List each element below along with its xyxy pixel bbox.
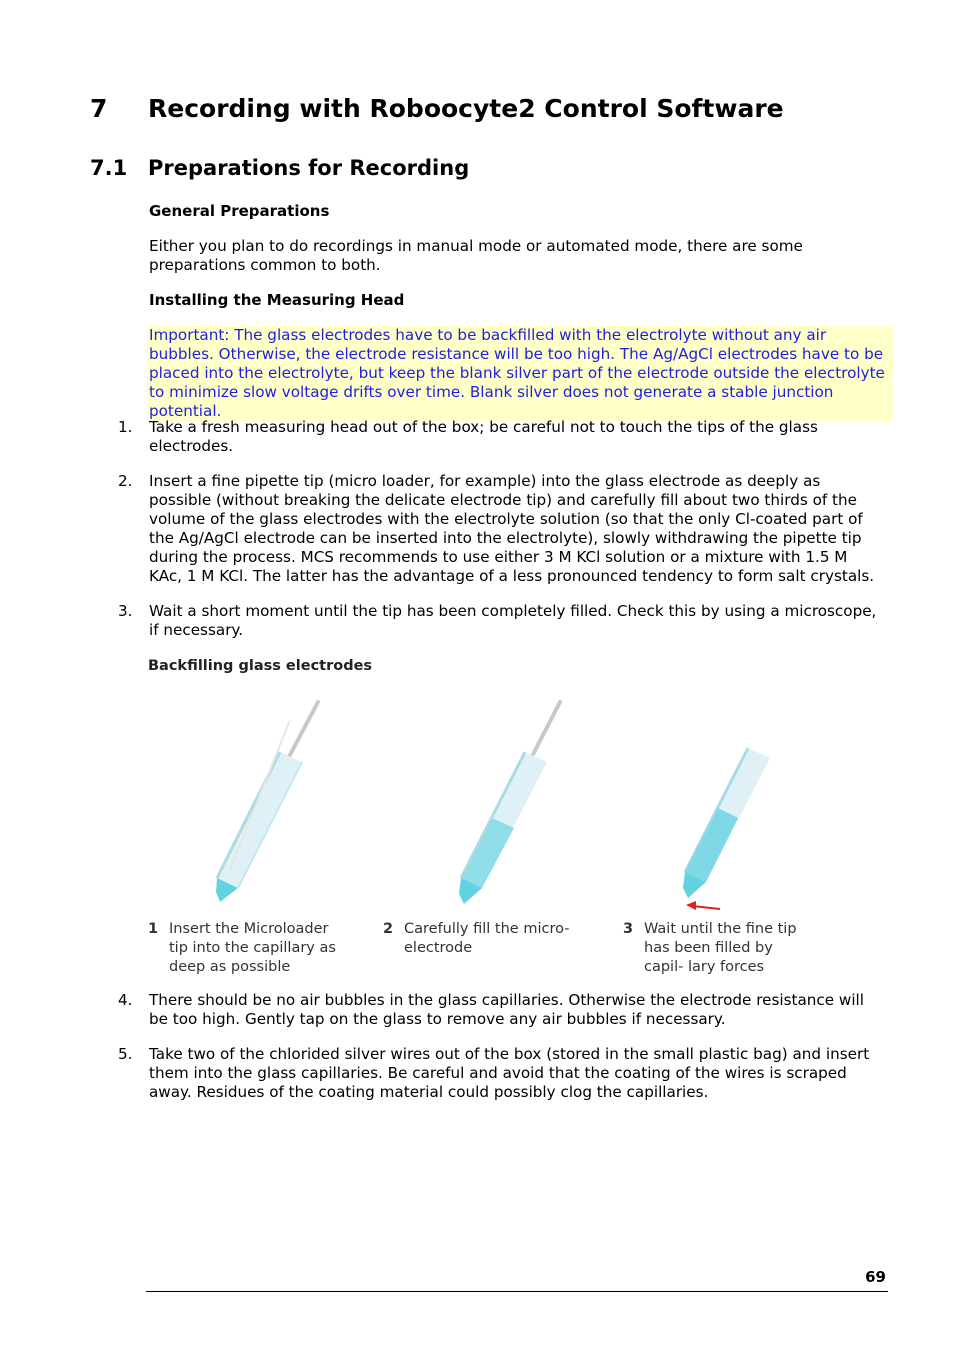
chapter-number: 7 [90,94,108,123]
figure-title: Backfilling glass electrodes [148,658,373,674]
step-number: 5. [118,1045,133,1063]
step-text: Wait a short moment until the tip has been completely filled. Check this by using a microscope, if necessary. [149,602,877,639]
caption-text: Carefully fill the micro- electrode [404,921,570,956]
caption-number: 3 [623,921,634,937]
step-number: 2. [118,472,133,490]
step-text: Insert a fine pipette tip (micro loader, for example) into the glass electrode as deeply as possible (without breaking the delicate electrode tip) and carefully fill about two thirds of the volume of the glass electrodes with the electrolyte solution (so that the only Cl-coated part of the Ag/AgCl electrode can be inserted into the electrolyte), slowly withdrawing the pipette tip during the process. MCS recommends to use either 3 M KCl solution or a mixture with 1.5 M KAc, 1 M KCl. The latter has the advantage of a less pronounced tendency to form salt crystals. [149,472,875,585]
important-note: Important: The glass electrodes have to be backfilled with the electrolyte without any air bubbles. Otherwise, the electrode resistance will be too high. The Ag/AgCl electrodes have to be placed into the electrolyte, but keep the blank silver part of the electrode outside the electrolyte to minimize slow voltage drifts over time. Blank silver does not generate a stable junction potential. [147,326,893,421]
chapter-title: Recording with Roboocyte2 Control Software [148,94,784,123]
caption-1 [148,920,348,980]
caption-text: Wait until the fine tip has been filled by capil- lary forces [644,921,797,975]
section-title: Preparations for Recording [148,156,470,180]
section-number: 7.1 [90,156,128,180]
step-number: 1. [118,418,133,436]
chapter-heading [90,94,784,123]
step-text: Take two of the chlorided silver wires out of the box (stored in the small plastic bag) and insert them into the glass capillaries. Be careful and avoid that the coating of the wires is scraped away. Residues of the coating material could possibly clog the capillaries. [149,1045,870,1101]
electrode-2-illustration [459,702,560,904]
red-arrow-head [686,901,696,910]
caption-3 [623,920,823,980]
red-arrow-line [692,906,720,909]
section-heading [90,156,469,180]
caption-2 [383,920,583,980]
general-preparations-text: Either you plan to do recordings in manual mode or automated mode, there are some preparations common to both. [149,237,803,274]
caption-number: 2 [383,921,394,937]
caption-number: 1 [148,921,159,937]
step-text: Take a fresh measuring head out of the box; be careful not to touch the tips of the glass electrodes. [149,418,818,455]
backfilling-figure [140,690,840,915]
caption-text: Insert the Microloader tip into the capillary as deep as possible [169,921,336,975]
step-number: 4. [118,991,133,1009]
installing-heading: Installing the Measuring Head [149,291,405,309]
step-text: There should be no air bubbles in the glass capillaries. Otherwise the electrode resistance will be too high. Gently tap on the glass to remove any air bubbles if necessary. [149,991,864,1028]
footer-rule [146,1291,888,1292]
general-preparations-heading: General Preparations [149,202,330,220]
page-number: 69 [865,1268,886,1286]
electrode-3-illustration [683,748,770,910]
step-number: 3. [118,602,133,620]
electrode-1-illustration [216,702,318,902]
